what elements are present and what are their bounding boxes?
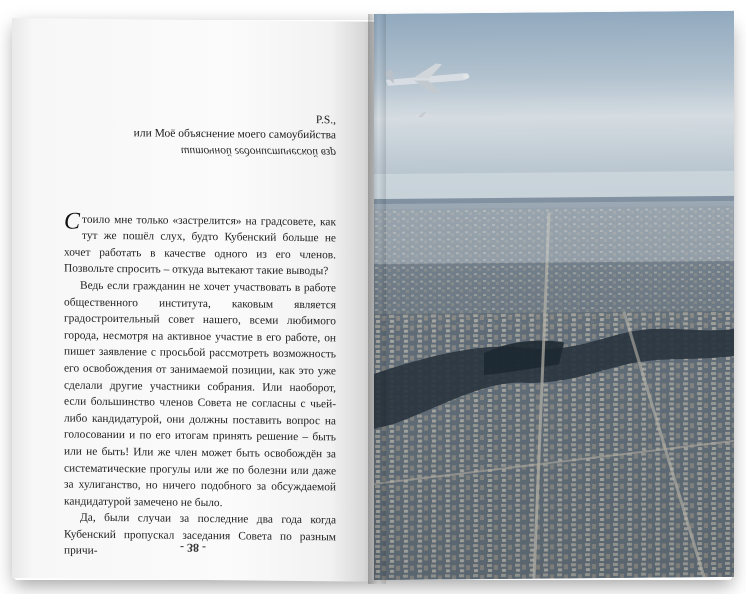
chapter-heading [64, 111, 336, 160]
left-page-text [64, 111, 336, 563]
paragraph-3: Да, были случаи за последние два года когда Кубенский пропускал заседания Совета по разным причи- [64, 511, 336, 558]
paragraph-1 [64, 208, 336, 280]
left-page [12, 18, 374, 582]
book-gutter [368, 14, 386, 584]
page-number-text: - 38 - [180, 540, 206, 556]
paragraph-2: Ведь если гражданин не хочет участвовать в работе общественного института, каковым является градостроительный совет нашего, всеми любимого города, несмотря на активное участие в его работе, он пишет заявление с просьбой рассмотреть возможность его освобождения от занимаемой позиции, как это уже сделали другие участники собрания. Или наоборот, если большинство членов Совета не согласны с чьей-либо кандидатурой, они должны поставить вопрос на голосовании и по его итогам принять решение – быть или не быть! Или же член может быть освобождён за систематические прогулы или же по болезни или даже за хулиганство, но ничего подобного за обсуждаемой кандидатурой замечено не было. [64, 279, 336, 509]
heading-mirrored-line: шиточной гедонистической взр [180, 144, 336, 159]
heading-subtitle: или Моё объяснение моего самоубийства [133, 127, 336, 142]
aerial-city-photo [374, 11, 734, 580]
drop-cap: С [64, 208, 81, 235]
paragraph-1-text: тоило мне только «застрелится» на градсовете, как тут же пошёл слух, будто Кубенский больше не хочет работать в качестве одного из его членов. Позвольте спросить – откуда вытекают такие выводы? [64, 213, 336, 278]
right-page-photo [374, 11, 734, 580]
heading-ps: P.S., [315, 114, 336, 127]
